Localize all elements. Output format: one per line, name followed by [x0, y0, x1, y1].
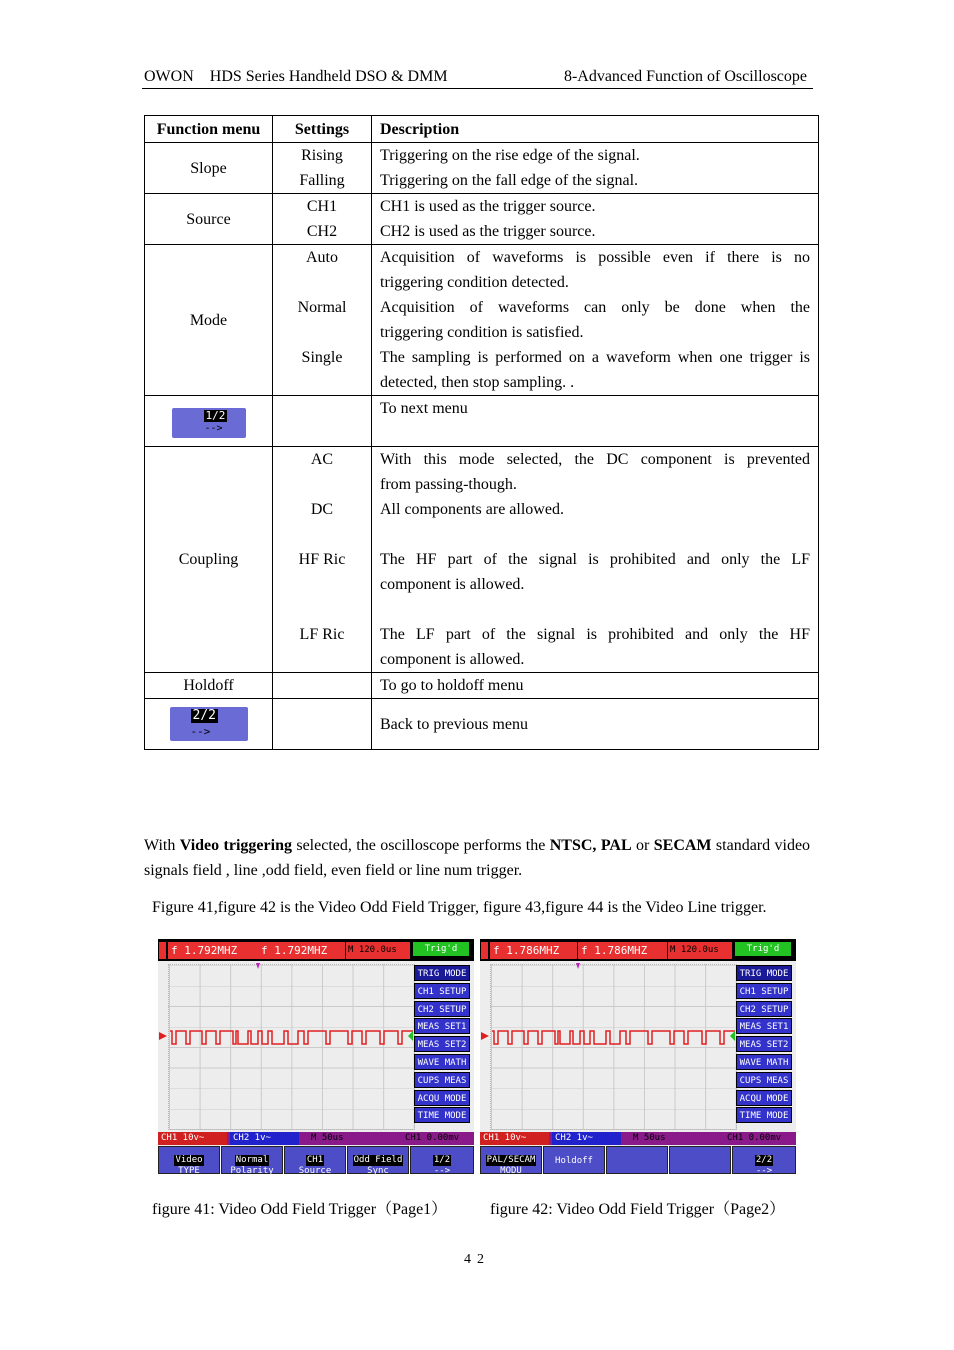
freq-readout-1: f 1.792MHZ	[168, 942, 259, 959]
status-bar	[480, 1132, 796, 1145]
scope-screen-fig41	[158, 939, 474, 1175]
table-row	[145, 194, 819, 245]
desc-lf-2: component is allowed.	[380, 651, 525, 668]
function-coupling: Coupling	[145, 447, 273, 673]
softkey-button[interactable]	[158, 1146, 220, 1174]
side-menu	[736, 965, 792, 1125]
page-number: 42	[464, 1252, 490, 1267]
function-mode: Mode	[145, 245, 273, 396]
setting-ac: AC	[310, 451, 334, 468]
timebase-scale: M 50us	[311, 1133, 344, 1143]
trig-status-badge: Trig'd	[413, 942, 469, 956]
col-header-function: Function menu	[145, 116, 273, 143]
side-menu-item[interactable]: TRIG MODE	[736, 965, 792, 981]
desc-falling: Triggering on the fall edge of the signal.	[380, 172, 639, 189]
softkey-label: -->	[755, 1166, 773, 1176]
softkey-button[interactable]	[543, 1146, 605, 1174]
softkey-value: 1/2	[433, 1155, 451, 1165]
setting-single: Single	[301, 349, 343, 366]
header-left: OWON HDS Series Handheld DSO & DMM	[144, 68, 448, 85]
desc-next-menu: To next menu	[380, 400, 468, 417]
figure-reference-paragraph: Figure 41,figure 42 is the Video Odd Field Trigger, figure 43,figure 44 is the Video Line trigger.	[152, 899, 767, 916]
ch1-offset: CH1 0.00mv	[405, 1133, 460, 1143]
ch1-level-marker	[159, 1032, 167, 1040]
waveform-trace	[480, 939, 736, 1139]
table-row	[145, 396, 819, 447]
softkey-button[interactable]	[221, 1146, 283, 1174]
ch1-scale: CH1 10v~	[480, 1132, 549, 1145]
figure-41-caption: figure 41: Video Odd Field Trigger（Page1）	[152, 1201, 448, 1218]
desc-normal-2: triggering condition is satisfied.	[380, 324, 584, 341]
figure-42-caption: figure 42: Video Odd Field Trigger（Page2）	[490, 1201, 786, 1218]
desc-single-1: The sampling is performed on a waveform when one trigger is	[380, 349, 810, 366]
setting-hf-ric: HF Ric	[298, 551, 346, 568]
side-menu-item[interactable]: MEAS SET1	[414, 1018, 470, 1034]
ch1-level-marker	[481, 1032, 489, 1040]
side-menu-item[interactable]: MEAS SET2	[736, 1036, 792, 1052]
side-menu-item[interactable]: TRIG MODE	[414, 965, 470, 981]
desc-normal-1: Acquisition of waveforms can only be done when the	[380, 299, 810, 316]
side-menu-item[interactable]: ACQU MODE	[736, 1090, 792, 1106]
softkey-label: Source	[298, 1166, 332, 1176]
side-menu-item[interactable]: MEAS SET1	[736, 1018, 792, 1034]
desc-ac-2: from passing-though.	[380, 476, 517, 493]
setting-ch2: CH2	[306, 223, 338, 240]
desc-ch1: CH1 is used as the trigger source.	[380, 198, 596, 215]
softkey-bar	[158, 1146, 474, 1175]
setting-rising: Rising	[301, 147, 343, 164]
setting-lf-ric: LF Ric	[299, 626, 345, 643]
table-row	[145, 447, 819, 673]
side-menu-item[interactable]: CUPS MEAS	[736, 1072, 792, 1088]
freq-readout-2: f 1.786MHZ	[578, 942, 667, 959]
header-right: 8-Advanced Function of Oscilloscope	[563, 68, 807, 85]
function-menu-table	[144, 115, 819, 750]
table-row	[145, 143, 819, 194]
softkey-value: Normal	[235, 1155, 269, 1165]
setting-falling: Falling	[299, 172, 345, 189]
desc-hf-1: The HF part of the signal is prohibited and only the LF	[380, 551, 810, 568]
col-header-settings: Settings	[273, 116, 372, 143]
freq-readout-1: f 1.786MHZ	[490, 942, 577, 959]
desc-ac-1: With this mode selected, the DC component is prevented	[380, 451, 810, 468]
desc-prev-menu: Back to previous menu	[380, 715, 528, 733]
softkey-value: 2/2	[755, 1155, 773, 1165]
side-menu-item[interactable]: TIME MODE	[414, 1107, 470, 1123]
table-row	[145, 699, 819, 750]
desc-hf-2: component is allowed.	[380, 576, 525, 593]
ch2-scale: CH2 1v~	[552, 1132, 621, 1145]
function-source: Source	[145, 194, 273, 245]
video-trigger-paragraph: With Video triggering selected, the oscilloscope performs the NTSC, PAL or SECAM standard video signals field , line ,odd field, even field or line num trigger.	[144, 837, 811, 879]
softkey-label: MODU	[500, 1166, 522, 1176]
desc-rising: Triggering on the rise edge of the signal.	[380, 147, 640, 164]
softkey-button[interactable]	[410, 1146, 474, 1174]
trigger-level-marker	[408, 1031, 413, 1041]
side-menu	[414, 965, 470, 1125]
softkey-value: Odd Field	[353, 1155, 403, 1165]
header-rule	[142, 88, 813, 89]
trigger-position-marker	[576, 963, 580, 969]
scope-screen-fig42	[480, 939, 796, 1175]
table-row	[145, 245, 819, 396]
side-menu-item[interactable]: WAVE MATH	[736, 1054, 792, 1070]
side-menu-item[interactable]: CH2 SETUP	[414, 1001, 470, 1017]
timebase-readout: M 120.0us	[668, 942, 732, 959]
setting-ch1: CH1	[306, 198, 338, 215]
softkey-label: Polarity	[230, 1166, 274, 1176]
table-header-row	[145, 116, 819, 143]
desc-single-2: detected, then stop sampling. .	[380, 374, 575, 391]
softkey-button[interactable]	[732, 1146, 796, 1174]
softkey-value: CH1	[306, 1155, 324, 1165]
trigger-level-marker	[730, 1031, 735, 1041]
timebase-scale: M 50us	[633, 1133, 666, 1143]
side-menu-item[interactable]: WAVE MATH	[414, 1054, 470, 1070]
setting-auto: Auto	[306, 249, 338, 266]
status-bar	[158, 1132, 474, 1145]
desc-holdoff: To go to holdoff menu	[380, 677, 524, 694]
side-menu-item[interactable]: ACQU MODE	[414, 1090, 470, 1106]
freq-readout-2: f 1.792MHZ	[258, 942, 345, 959]
ch1-offset: CH1 0.00mv	[727, 1133, 782, 1143]
softkey-bar	[480, 1146, 796, 1175]
side-menu-item[interactable]: CH1 SETUP	[414, 983, 470, 999]
softkey-button[interactable]	[347, 1146, 409, 1174]
softkey-label: -->	[433, 1166, 451, 1176]
softkey-button[interactable]	[606, 1146, 668, 1174]
desc-auto-1: Acquisition of waveforms is possible even if there is no	[380, 249, 810, 266]
next-menu-button-icon: 1/2 -->	[172, 408, 246, 438]
timebase-readout: M 120.0us	[346, 942, 410, 959]
side-menu-item[interactable]: CH1 SETUP	[736, 983, 792, 999]
softkey-label: TYPE	[178, 1166, 200, 1176]
desc-lf-1: The LF part of the signal is prohibited and only the HF	[380, 626, 810, 643]
prev-menu-button-icon: 2/2 -->	[170, 707, 248, 741]
table-row	[145, 673, 819, 699]
softkey-label: Holdoff	[555, 1156, 593, 1166]
softkey-button[interactable]	[669, 1146, 731, 1174]
side-menu-item[interactable]: CH2 SETUP	[736, 1001, 792, 1017]
softkey-value: Video	[175, 1155, 203, 1165]
ch1-scale: CH1 10v~	[158, 1132, 227, 1145]
softkey-value: PAL/SECAM	[486, 1155, 536, 1165]
side-menu-item[interactable]: CUPS MEAS	[414, 1072, 470, 1088]
side-menu-item[interactable]: TIME MODE	[736, 1107, 792, 1123]
softkey-button[interactable]	[284, 1146, 346, 1174]
desc-dc: All components are allowed.	[380, 501, 564, 518]
desc-ch2: CH2 is used as the trigger source.	[380, 223, 596, 240]
side-menu-item[interactable]: MEAS SET2	[414, 1036, 470, 1052]
ch2-scale: CH2 1v~	[230, 1132, 299, 1145]
setting-normal: Normal	[297, 299, 347, 316]
trigger-position-marker	[256, 963, 260, 969]
setting-dc: DC	[310, 501, 334, 518]
softkey-label: Sync	[367, 1166, 389, 1176]
function-slope: Slope	[145, 143, 273, 194]
col-header-description: Description	[372, 116, 819, 143]
waveform-trace	[158, 939, 414, 1139]
softkey-button[interactable]	[480, 1146, 542, 1174]
function-holdoff: Holdoff	[145, 673, 273, 699]
trig-status-badge: Trig'd	[735, 942, 791, 956]
desc-auto-2: triggering condition detected.	[380, 274, 569, 291]
